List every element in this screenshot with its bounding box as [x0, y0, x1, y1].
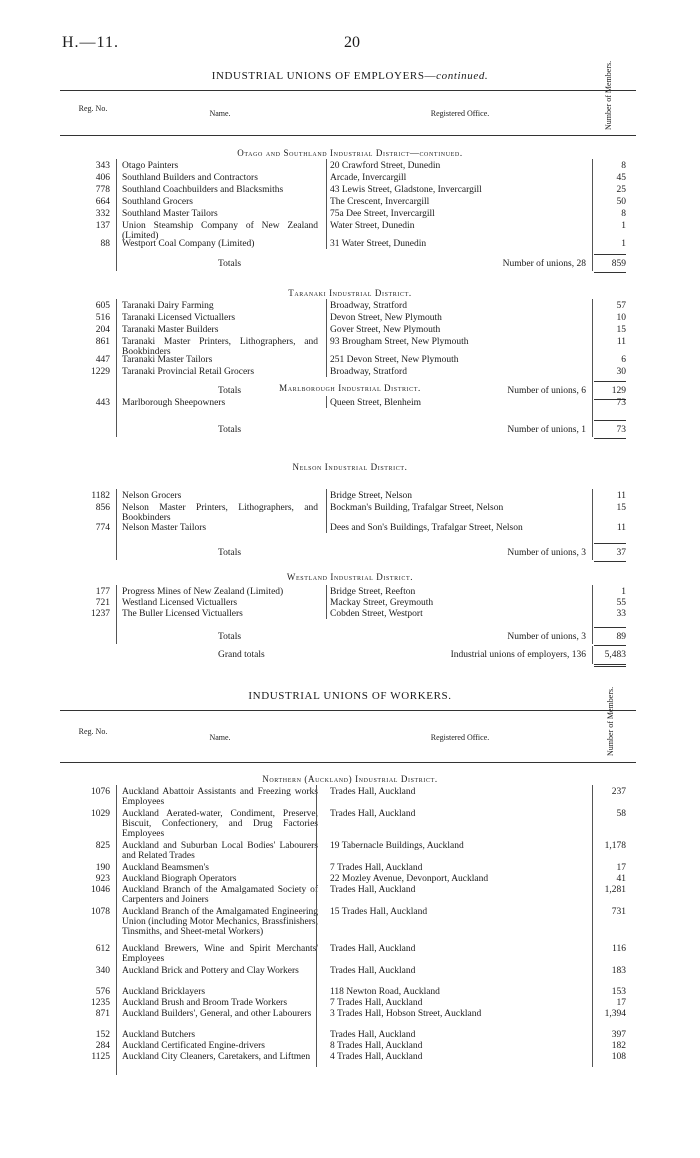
registered-office: Trades Hall, Auckland [330, 809, 416, 819]
registered-office: Bockman's Building, Trafalgar Street, Nelson [330, 503, 504, 513]
reg-number: 443 [95, 398, 110, 408]
reg-number: 612 [95, 944, 110, 954]
reg-number: 1235 [91, 998, 110, 1008]
col-members-header: Number of Members. [604, 60, 613, 130]
union-name: Southland Grocers [122, 197, 193, 207]
totals-members: 37 [616, 548, 626, 558]
union-name: Taranaki Master Tailors [122, 355, 213, 365]
totals-members: 859 [611, 259, 626, 269]
reg-number: 1125 [91, 1052, 110, 1062]
district-heading: Marlborough Industrial District. [279, 383, 421, 393]
registered-office: 8 Trades Hall, Auckland [330, 1041, 423, 1051]
registered-office: 4 Trades Hall, Auckland [330, 1052, 423, 1062]
column-rule [326, 489, 327, 533]
registered-office: Broadway, Stratford [330, 301, 407, 311]
totals-label: Totals [218, 386, 242, 396]
totals-members: 129 [611, 386, 626, 396]
union-name: Westport Coal Company (Limited) [122, 239, 255, 249]
workers-col-reg-header: Reg. No. [78, 727, 108, 736]
grand-totals-members: 5,483 [604, 650, 626, 660]
union-name: Auckland Brick and Pottery and Clay Workers [122, 966, 299, 976]
member-count: 1 [621, 239, 626, 249]
registered-office: 22 Mozley Avenue, Devonport, Auckland [330, 874, 489, 884]
union-name: Auckland Biograph Operators [122, 874, 237, 884]
workers-col-members-header: Number of Members. [606, 686, 615, 756]
registered-office: 118 Newton Road, Auckland [330, 987, 440, 997]
registered-office: Trades Hall, Auckland [330, 885, 416, 895]
table-header-rule [60, 135, 636, 136]
reg-number: 1237 [91, 609, 110, 619]
col-office-header: Registered Office. [430, 109, 490, 118]
registered-office: Mackay Street, Greymouth [330, 598, 434, 608]
union-name: Marlborough Sheepowners [122, 398, 226, 408]
reg-number: 152 [95, 1030, 110, 1040]
totals-unions: Number of unions, 28 [502, 259, 586, 269]
column-rule [592, 646, 593, 664]
page-code: H.—11. [62, 34, 119, 51]
union-name: Southland Builders and Contractors [122, 173, 258, 183]
column-rule [116, 396, 117, 437]
workers-top-rule [60, 710, 636, 711]
reg-number: 605 [95, 301, 110, 311]
workers-col-office-header: Registered Office. [430, 733, 490, 742]
registered-office: Cobden Street, Westport [330, 609, 423, 619]
member-count: 11 [616, 523, 626, 533]
member-count: 397 [611, 1030, 626, 1040]
reg-number: 871 [95, 1009, 110, 1019]
member-count: 8 [621, 161, 626, 171]
member-count: 6 [621, 355, 626, 365]
member-count: 10 [616, 313, 626, 323]
reg-number: 1076 [91, 787, 110, 797]
totals-label: Totals [218, 425, 242, 435]
union-name: Southland Coachbuilders and Blacksmiths [122, 185, 284, 195]
union-name: Auckland Butchers [122, 1030, 196, 1040]
grand-totals-label: Grand totals [218, 650, 265, 660]
registered-office: The Crescent, Invercargill [330, 197, 430, 207]
registered-office: 251 Devon Street, New Plymouth [330, 355, 459, 365]
registered-office: 75a Dee Street, Invercargill [330, 209, 435, 219]
reg-number: 664 [95, 197, 110, 207]
reg-number: 447 [95, 355, 110, 365]
reg-number: 332 [95, 209, 110, 219]
grand-totals-rule [594, 666, 626, 667]
reg-number: 406 [95, 173, 110, 183]
registered-office: 15 Trades Hall, Auckland [330, 907, 428, 917]
reg-number: 923 [95, 874, 110, 884]
grand-totals-rule [594, 664, 626, 665]
member-count: 1,394 [604, 1009, 626, 1019]
union-name: Nelson Master Printers, Lithographers, and Bookbinders [122, 503, 318, 523]
registered-office: Queen Street, Blenheim [330, 398, 422, 408]
registered-office: Water Street, Dunedin [330, 221, 415, 231]
totals-unions: Number of unions, 6 [507, 386, 586, 396]
member-count: 183 [611, 966, 626, 976]
totals-rule [594, 543, 626, 544]
grand-totals-unions: Industrial unions of employers, 136 [450, 650, 586, 660]
registered-office: Arcade, Invercargill [330, 173, 407, 183]
totals-unions: Number of unions, 1 [507, 425, 586, 435]
member-count: 108 [611, 1052, 626, 1062]
registered-office: Dees and Son's Buildings, Trafalgar Street, Nelson [330, 523, 523, 533]
member-count: 11 [616, 491, 626, 501]
column-rule [116, 585, 117, 644]
union-name: Auckland Builders', General, and other Labourers [122, 1009, 312, 1019]
registered-office: 43 Lewis Street, Gladstone, Invercargill [330, 185, 482, 195]
union-name: Southland Master Tailors [122, 209, 218, 219]
col-name-header: Name. [209, 109, 231, 118]
member-count: 153 [611, 987, 626, 997]
reg-number: 1029 [91, 809, 110, 819]
column-rule [592, 785, 593, 1067]
totals-rule [594, 561, 626, 562]
reg-number: 88 [100, 239, 110, 249]
member-count: 17 [616, 863, 626, 873]
reg-number: 1229 [91, 367, 110, 377]
district-heading: Northern (Auckland) Industrial District. [262, 774, 438, 784]
column-rule [326, 159, 327, 249]
col-reg-header: Reg. No. [78, 104, 108, 113]
district-heading: Otago and Southland Industrial District—continued. [237, 148, 463, 158]
registered-office: Gover Street, New Plymouth [330, 325, 441, 335]
reg-number: 825 [95, 841, 110, 851]
union-name: Taranaki Licensed Victuallers [122, 313, 236, 323]
union-name: Union Steamship Company of New Zealand (Limited) [122, 221, 318, 241]
reg-number: 177 [95, 587, 110, 597]
totals-rule [594, 438, 626, 439]
totals-members: 89 [616, 632, 626, 642]
union-name: Auckland and Suburban Local Bodies' Labourers and Related Trades [122, 841, 318, 861]
member-count: 1 [621, 221, 626, 231]
employers-title-suffix: continued. [436, 70, 489, 82]
column-rule [326, 299, 327, 377]
registered-office: Trades Hall, Auckland [330, 1030, 416, 1040]
workers-col-name-header: Name. [209, 733, 231, 742]
union-name: Auckland Abattoir Assistants and Freezing works Employees [122, 787, 318, 807]
employers-title: INDUSTRIAL UNIONS OF EMPLOYERS—continued. [211, 70, 489, 82]
member-count: 731 [611, 907, 626, 917]
member-count: 11 [616, 337, 626, 347]
member-count: 41 [616, 874, 626, 884]
totals-rule [594, 420, 626, 421]
totals-rule [594, 645, 626, 646]
union-name: The Buller Licensed Victuallers [122, 609, 243, 619]
union-name: Auckland Brewers, Wine and Spirit Merchants' Employees [122, 944, 318, 964]
totals-label: Totals [218, 259, 242, 269]
registered-office: 20 Crawford Street, Dunedin [330, 161, 441, 171]
registered-office: Bridge Street, Nelson [330, 491, 413, 501]
reg-number: 774 [95, 523, 110, 533]
registered-office: 3 Trades Hall, Hobson Street, Auckland [330, 1009, 482, 1019]
member-count: 57 [616, 301, 626, 311]
reg-number: 204 [95, 325, 110, 335]
reg-number: 516 [95, 313, 110, 323]
reg-number: 340 [95, 966, 110, 976]
union-name: Progress Mines of New Zealand (Limited) [122, 587, 284, 597]
union-name: Taranaki Master Printers, Lithographers, and Bookbinders [122, 337, 318, 357]
union-name: Taranaki Dairy Farming [122, 301, 214, 311]
registered-office: 7 Trades Hall, Auckland [330, 863, 423, 873]
district-heading: Westland Industrial District. [286, 572, 414, 582]
union-name: Auckland Aerated-water, Condiment, Preserve, Biscuit, Confectionery, and Drug Factories Employees [122, 809, 318, 839]
totals-unions: Number of unions, 3 [507, 548, 586, 558]
union-name: Auckland Beamsmen's [122, 863, 209, 873]
totals-rule [594, 254, 626, 255]
column-rule [116, 489, 117, 560]
totals-label: Totals [218, 632, 242, 642]
reg-number: 1078 [91, 907, 110, 917]
workers-header-rule [60, 762, 636, 763]
workers-title: INDUSTRIAL UNIONS OF WORKERS. [248, 690, 452, 702]
reg-number: 190 [95, 863, 110, 873]
registered-office: 93 Brougham Street, New Plymouth [330, 337, 469, 347]
member-count: 15 [616, 325, 626, 335]
reg-number: 861 [95, 337, 110, 347]
member-count: 58 [616, 809, 626, 819]
table-top-rule [60, 90, 636, 91]
column-rule [326, 396, 327, 408]
reg-number: 343 [95, 161, 110, 171]
page-number: 20 [344, 34, 360, 51]
totals-members: 73 [616, 425, 626, 435]
reg-number: 137 [95, 221, 110, 231]
totals-rule [594, 381, 626, 382]
reg-number: 576 [95, 987, 110, 997]
member-count: 45 [616, 173, 626, 183]
registered-office: Trades Hall, Auckland [330, 787, 416, 797]
member-count: 30 [616, 367, 626, 377]
union-name: Nelson Grocers [122, 491, 182, 501]
registered-office: Devon Street, New Plymouth [330, 313, 442, 323]
union-name: Auckland Brush and Broom Trade Workers [122, 998, 288, 1008]
district-heading: Nelson Industrial District. [292, 462, 408, 472]
member-count: 8 [621, 209, 626, 219]
union-name: Nelson Master Tailors [122, 523, 207, 533]
reg-number: 856 [95, 503, 110, 513]
column-rule [116, 785, 117, 1075]
union-name: Auckland Branch of the Amalgamated Engineering Union (including Motor Mechanics, Brassfinishers, Tinsmiths, and Sheet-metal Workers) [122, 907, 318, 937]
reg-number: 721 [95, 598, 110, 608]
union-name: Otago Painters [122, 161, 179, 171]
totals-unions: Number of unions, 3 [507, 632, 586, 642]
union-name: Auckland Bricklayers [122, 987, 206, 997]
column-rule [316, 785, 317, 1067]
member-count: 17 [616, 998, 626, 1008]
union-name: Taranaki Provincial Retail Grocers [122, 367, 255, 377]
reg-number: 1046 [91, 885, 110, 895]
union-name: Taranaki Master Builders [122, 325, 219, 335]
totals-label: Totals [218, 548, 242, 558]
member-count: 1,178 [604, 841, 626, 851]
reg-number: 778 [95, 185, 110, 195]
member-count: 237 [611, 787, 626, 797]
column-rule [326, 585, 327, 619]
member-count: 50 [616, 197, 626, 207]
registered-office: 31 Water Street, Dunedin [330, 239, 427, 249]
member-count: 1,281 [604, 885, 626, 895]
member-count: 15 [616, 503, 626, 513]
member-count: 1 [621, 587, 626, 597]
registered-office: Trades Hall, Auckland [330, 966, 416, 976]
registered-office: Bridge Street, Reefton [330, 587, 416, 597]
registered-office: 19 Tabernacle Buildings, Auckland [330, 841, 464, 851]
registered-office: Broadway, Stratford [330, 367, 407, 377]
column-rule [116, 159, 117, 271]
registered-office: Trades Hall, Auckland [330, 944, 416, 954]
member-count: 55 [616, 598, 626, 608]
member-count: 33 [616, 609, 626, 619]
union-name: Westland Licensed Victuallers [122, 598, 238, 608]
reg-number: 284 [95, 1041, 110, 1051]
member-count: 182 [611, 1041, 626, 1051]
member-count: 116 [612, 944, 626, 954]
registered-office: 7 Trades Hall, Auckland [330, 998, 423, 1008]
totals-rule [594, 272, 626, 273]
member-count: 25 [616, 185, 626, 195]
member-count: 73 [616, 398, 626, 408]
union-name: Auckland Certificated Engine-drivers [122, 1041, 265, 1051]
union-name: Auckland Branch of the Amalgamated Society of Carpenters and Joiners [122, 885, 318, 905]
reg-number: 1182 [91, 491, 110, 501]
union-name: Auckland City Cleaners, Caretakers, and Liftmen [122, 1052, 311, 1062]
district-heading: Taranaki Industrial District. [288, 288, 412, 298]
totals-rule [594, 627, 626, 628]
